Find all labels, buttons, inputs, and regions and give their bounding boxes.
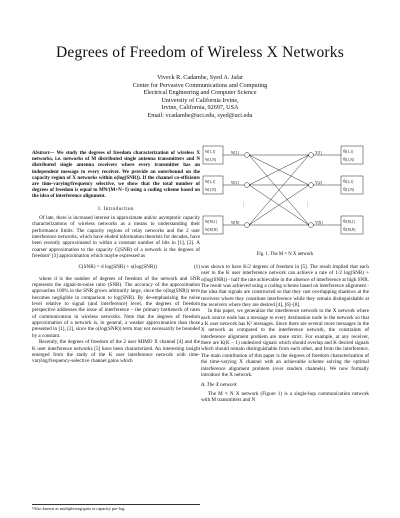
tx-label-m: W[N] — [231, 221, 240, 225]
author-univ: University of California Irvine, — [161, 96, 239, 104]
abstract — [32, 150, 200, 200]
subsection-heading-x-network: A. The X network — [201, 382, 237, 389]
author-dept: Electrical Engineering and Computer Science — [143, 89, 257, 97]
right-column — [201, 264, 369, 403]
paper-title: Degrees of Freedom of Wireless X Networks — [56, 44, 344, 61]
left-box-label-1: W[1,1] — [205, 150, 216, 154]
rx-node-n — [309, 223, 314, 228]
intro-paragraph-2: where d is the number of degrees of freedom of the network and SNR represents the signal-to-noise ratio (SNR). The accuracy of the approximation approaches 100% in the SNR grows arbitrarily large, since the o(log(SNR)) term becomes negligible in comparison to log(SNR). By de-emphasizing the noise level relative to signal (and interference) level, the degrees of freedom perspective addresses the issue of interference – the primary bottleneck of rates of communication in wireless networks. Note that the degrees of freedom approximation of a network is, in general, a weaker approximation than those presented in [1], [2], since the o(log(SNR)) term may not necessarily be bounded by a constant. — [32, 275, 200, 339]
author-email: Email: vcadambe@uci.edu, syed@uci.edu — [147, 111, 253, 119]
left-box-label-3: W[2,1] — [205, 180, 216, 184]
section-heading-introduction: I. Introduction — [98, 205, 134, 212]
tx-node-1 — [245, 153, 250, 158]
left-column — [32, 150, 200, 365]
right-box-label-5: Ŵ[M,1] — [343, 220, 355, 224]
figure-x-network — [201, 142, 369, 260]
intro-paragraph-3: Recently, the degrees of freedom of the 2 user MIMO X channel [4] and the K user interference networks [5] have been characterized. An interesting insight emerged from the study of the K user interference network with time-varying/frequency-selective channel gains which — [32, 339, 200, 365]
figure-caption: Fig. 1. The M × N X network — [256, 252, 314, 257]
left-box-label-4: W[2,N] — [205, 188, 217, 192]
abstract-label: Abstract — [32, 150, 50, 156]
tx-label-2: W[2] — [231, 181, 239, 185]
rx-label-2: Y[2] — [315, 181, 322, 185]
left-box-label-6: W[M,N] — [205, 228, 218, 232]
tx-node-2 — [245, 183, 250, 188]
left-box-label-2: W[1,N] — [205, 158, 217, 162]
rx-label-n: Y[N] — [315, 221, 323, 225]
author-names: Viveck R. Cadambe, Syed A. Jafar — [157, 74, 243, 81]
right-box-label-2: Ŵ[1,N] — [343, 158, 355, 162]
tx-node-m — [245, 223, 250, 228]
rx-label-1: Y[1] — [315, 151, 322, 155]
right-box-label-4: Ŵ[2,N] — [343, 188, 355, 192]
equation-1: C(SNR) = d log(SNR) + o(log(SNR)) (1) — [32, 264, 200, 270]
right-paragraph-2: In this paper, we generalize the interference network to the X network where each source node has a message to every destination node in the network so that a K user network has K² messages. Since there are several more messages in the X network as compared to the interference network, the constraints of interference alignment problem are more strict. For example, at any receiver, there are K(K − 1) undesired signals which should overlap and K desired signals which should remain distinguishable from each other, and from the interference. The main contribution of this paper is the degrees of freedom characterization of the time-varying X channel with an achievable scheme solving the optimal interference alignment problem (over random channels). We now formally introduce the X network. — [201, 308, 369, 378]
tx-label-1: W[1] — [231, 151, 239, 155]
author-address: Irvine, California, 92697, USA — [161, 104, 239, 112]
right-box-label-3: Ŵ[2,1] — [343, 180, 354, 184]
tx-ellipsis: ⋮ — [241, 203, 246, 208]
right-box-label-1: Ŵ[1,1] — [343, 150, 354, 154]
left-box-label-5: W[M,1] — [205, 220, 217, 224]
rx-node-1 — [309, 153, 314, 158]
rx-ellipsis: ⋮ — [305, 203, 310, 208]
abstract-text: — We study the degrees of freedom characterization of wireless X networks, i.e. networks of M distributed single antenna transmitters and N distributed single antenna receivers where every transmitter has an independent message to every receiver. We provide an outerbound on the capacity region of X networks within o(log(SNR)). If the channel co-efficients are time-varying/frequency selective, we show that the total number of degrees of freedom is equal to MN/(M+N−1) using a coding scheme based on the idea of interference alignment. — [32, 150, 200, 200]
right-paragraph-1: was shown to have K/2 degrees of freedom in [5]. The result implied that each user in the K user interference network can achieve a rate of 1/2 log(SNR) + o(log(SNR)) - half the rate achievable in the absence of interference at high SNR. The result was achieved using a coding scheme based on interference alignment - the idea that signals are constructed so that they cast overlapping shadows at the receivers where they constitute interference while they remain distinguishable at the receivers where they are desired [4], [6]–[8]. — [201, 264, 369, 309]
right-box-label-6: Ŵ[M,N] — [343, 228, 356, 232]
author-block — [0, 74, 400, 120]
intro-paragraph-1: Of late, there is increased interest in approximate and/or asymptotic capacity characterizations of wireless networks as a means to understanding their performance limits. The capacity regions of relay networks and the 2 user interference networks, which have eluded information theorists for decades, have been recently approximated to within a constant number of bits in [1], [2]. A coarser approximation to the capacity C(SNR) of a network is the degrees of freedom¹ [3] approximation which maybe expressed as — [32, 214, 200, 260]
rx-node-2 — [309, 183, 314, 188]
footnote: ¹Also known as multiplexing-gain or capacity pre-log. — [32, 504, 200, 511]
author-center: Center for Pervasive Communications and Computing — [132, 81, 268, 89]
right-paragraph-3: The M × N X network (Figure 1) is a single-hop communication network with M transmitters and N — [201, 390, 369, 403]
equation-text: C(SNR) = d log(SNR) + o(log(SNR)) — [78, 264, 157, 271]
